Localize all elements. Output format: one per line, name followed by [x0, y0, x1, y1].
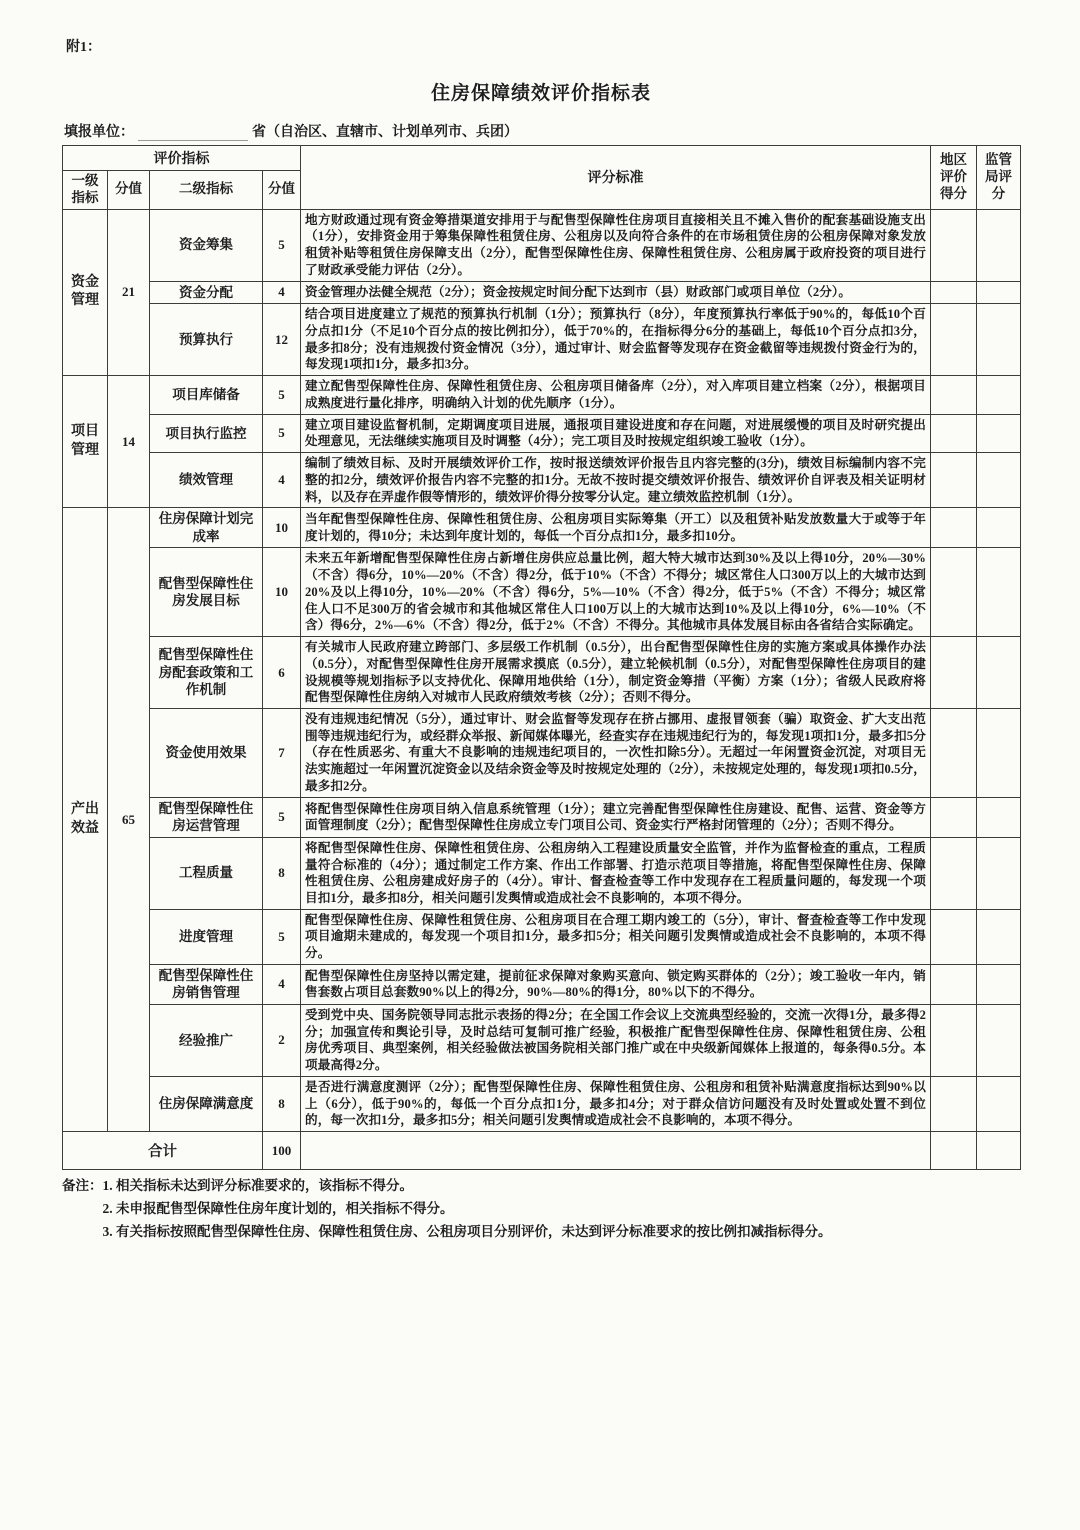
bureau-score-cell — [977, 797, 1021, 837]
criteria-cell: 配售型保障性住房坚持以需定建，提前征求保障对象购买意向、锁定购买群体的（2分）；竣工验收一年内，销售套数占项目总套数90%以上的得2分，90%—80%的得1分，80%以下的不得分。 — [301, 964, 931, 1004]
level2-indicator-cell: 资金筹集 — [150, 209, 263, 281]
table-row — [63, 1076, 1021, 1131]
level2-score-cell: 5 — [263, 909, 301, 964]
level2-score-cell: 2 — [263, 1005, 301, 1077]
total-row — [63, 1132, 1021, 1170]
header-level2-indicator: 二级指标 — [150, 171, 263, 210]
level1-score-cell: 65 — [108, 508, 150, 1132]
level2-indicator-cell: 项目执行监控 — [150, 414, 263, 452]
table-header-row-1 — [63, 146, 1021, 171]
level2-score-cell: 7 — [263, 709, 301, 798]
reporting-unit-label: 填报单位： — [64, 125, 134, 140]
evaluation-indicator-table — [62, 145, 1021, 1170]
bureau-score-cell — [977, 909, 1021, 964]
table-row — [63, 209, 1021, 281]
level2-score-cell: 12 — [263, 304, 301, 376]
bureau-score-cell — [977, 209, 1021, 281]
level2-indicator-cell: 配售型保障性住房配套政策和工作机制 — [150, 637, 263, 709]
criteria-cell: 未来五年新增配售型保障性住房占新增住房供应总量比例，超大特大城市达到30%及以上得10分，20%—30%（不含）得6分，10%—20%（不含）得2分，低于10%（不含）不得分；城区常住人口300万以上的大城市达到20%及以上得10分，10%—20%（不含）得6分，5%—10%（不含）得2分，低于5%（不含）不得分；城区常住人口不足300万的省会城市和其他城区常住人口100万以上的大城市达到10%及以上得10分，6%—10%（不含）得6分，2%—6%（不含）得2分，低于2%（不含）不得分。其他城市具体发展目标由各省结合实际确定。 — [301, 548, 931, 637]
bureau-score-cell — [977, 1076, 1021, 1131]
criteria-cell: 有关城市人民政府建立跨部门、多层级工作机制（0.5分），出台配售型保障性住房的实施方案或具体操作办法（0.5分），对配售型保障性住房开展需求摸底（0.5分），建立轮候机制（0.5分），对配售型保障性住房项目的建设规模等规划指标予以支持优化、保障用地供给（1分），制定资金筹措（平衡）方案（1分）；省级人民政府将配售型保障性住房纳入对城市人民政府绩效考核（2分）；否则不得分。 — [301, 637, 931, 709]
bureau-score-cell — [977, 414, 1021, 452]
region-score-cell — [931, 797, 977, 837]
region-score-cell — [931, 709, 977, 798]
header-level1-score: 分值 — [108, 171, 150, 210]
criteria-cell: 资金管理办法健全规范（2分）；资金按规定时间分配下达到市（县）财政部门或项目单位（2分）。 — [301, 281, 931, 304]
region-score-cell — [931, 548, 977, 637]
criteria-cell: 将配售型保障性住房、保障性租赁住房、公租房纳入工程建设质量安全监管，并作为监督检查的重点，工程质量符合标准的（4分）；通过制定工作方案、作出工作部署、打造示范项目等措施，将配售型保障性住房、保障性租赁住房、公租房建成好房子的（4分）。审计、督查检查等工作中发现存在工程质量问题的，每发现一个项目扣1分，最多扣8分，相关问题引发舆情或造成社会不良影响的，本项不得分。 — [301, 837, 931, 909]
table-row — [63, 837, 1021, 909]
level2-indicator-cell: 经验推广 — [150, 1005, 263, 1077]
table-row — [63, 548, 1021, 637]
level1-indicator-cell: 产出效益 — [63, 508, 108, 1132]
header-criteria: 评分标准 — [301, 146, 931, 210]
table-row — [63, 964, 1021, 1004]
level2-score-cell: 10 — [263, 508, 301, 548]
criteria-cell: 结合项目进度建立了规范的预算执行机制（1分）；预算执行（8分），年度预算执行率低于90%的，每低10个百分点扣1分（不足10个百分点的按比例扣分），低于70%的，在指标得分6分的基础上，每低10个百分点扣3分，最多扣8分；没有违规拨付资金情况（3分），通过审计、财会监督等发现存在资金截留等违规拨付资金行为的，每发现1项扣1分，最多扣3分。 — [301, 304, 931, 376]
level2-indicator-cell: 绩效管理 — [150, 453, 263, 508]
bureau-score-cell — [977, 709, 1021, 798]
reporting-unit-suffix: 省（自治区、直辖市、计划单列市、兵团） — [252, 125, 518, 140]
table-row — [63, 281, 1021, 304]
bureau-score-cell — [977, 281, 1021, 304]
region-score-cell — [931, 508, 977, 548]
bureau-score-cell — [977, 964, 1021, 1004]
header-level1-indicator: 一级指标 — [63, 171, 108, 210]
reporting-unit-line — [64, 121, 1020, 141]
criteria-cell: 建立项目建设监督机制，定期调度项目进展，通报项目建设进度和存在问题，对进展缓慢的项目及时研究提出处理意见，无法继续实施项目及时调整（4分）；完工项目及时按规定组织竣工验收（1分）。 — [301, 414, 931, 452]
header-region-score: 地区评价得分 — [931, 146, 977, 210]
level2-score-cell: 5 — [263, 376, 301, 414]
level2-score-cell: 4 — [263, 964, 301, 1004]
table-row — [63, 797, 1021, 837]
level2-score-cell: 5 — [263, 797, 301, 837]
level2-score-cell: 8 — [263, 1076, 301, 1131]
region-score-cell — [931, 637, 977, 709]
level2-indicator-cell: 配售型保障性住房运营管理 — [150, 797, 263, 837]
level2-indicator-cell: 资金使用效果 — [150, 709, 263, 798]
region-score-cell — [931, 453, 977, 508]
criteria-cell: 将配售型保障性住房项目纳入信息系统管理（1分）；建立完善配售型保障性住房建设、配售、运营、资金等方面管理制度（2分）；配售型保障性住房成立专门项目公司、资金实行严格封闭管理的（2分）；否则不得分。 — [301, 797, 931, 837]
level1-indicator-cell: 项目管理 — [63, 376, 108, 508]
criteria-cell: 配售型保障性住房、保障性租赁住房、公租房项目在合理工期内竣工的（5分），审计、督查检查等工作中发现项目逾期未建成的，每发现一个项目扣1分，最多扣5分；相关问题引发舆情或造成社会不良影响的，本项不得分。 — [301, 909, 931, 964]
region-score-cell — [931, 414, 977, 452]
level2-score-cell: 4 — [263, 453, 301, 508]
table-row — [63, 709, 1021, 798]
region-score-cell — [931, 304, 977, 376]
level2-score-cell: 5 — [263, 209, 301, 281]
level2-indicator-cell: 住房保障计划完成率 — [150, 508, 263, 548]
level2-indicator-cell: 项目库储备 — [150, 376, 263, 414]
notes-section — [62, 1176, 1020, 1245]
bureau-score-cell — [977, 1005, 1021, 1077]
level1-score-cell: 14 — [108, 376, 150, 508]
level2-indicator-cell: 配售型保障性住房发展目标 — [150, 548, 263, 637]
region-score-cell — [931, 281, 977, 304]
attachment-label: 附1： — [66, 40, 101, 55]
bureau-score-cell — [977, 837, 1021, 909]
region-score-cell — [931, 909, 977, 964]
table-row — [63, 304, 1021, 376]
level1-indicator-cell: 资金管理 — [63, 209, 108, 375]
bureau-score-cell — [977, 1132, 1021, 1170]
criteria-cell: 没有违规违纪情况（5分），通过审计、财会监督等发现存在挤占挪用、虚报冒领套（骗）取资金、扩大支出范围等违规违纪行为，或经群众举报、新闻媒体曝光，经查实存在违规违纪行为的，每发现1项扣1分，最多扣5分（存在性质恶劣、有重大不良影响的违规违纪项目的，一次性扣除5分）。无超过一年闲置资金沉淀，对项目无法实施超过一年闲置沉淀资金以及结余资金等及时按规定处理的（2分），未按规定处理的，每发现1项扣0.5分，最多扣2分。 — [301, 709, 931, 798]
criteria-cell: 建立配售型保障性住房、保障性租赁住房、公租房项目储备库（2分），对入库项目建立档案（2分），根据项目成熟度进行量化排序，明确纳入计划的优先顺序（1分）。 — [301, 376, 931, 414]
total-criteria-cell — [301, 1132, 931, 1170]
table-row — [63, 1005, 1021, 1077]
level2-indicator-cell: 进度管理 — [150, 909, 263, 964]
region-score-cell — [931, 837, 977, 909]
region-score-cell — [931, 1132, 977, 1170]
note-item: 1. 相关指标未达到评分标准要求的，该指标不得分。 — [102, 1178, 413, 1194]
notes-label: 备注： — [62, 1178, 103, 1194]
table-row — [63, 637, 1021, 709]
criteria-cell: 受到党中央、国务院领导同志批示表扬的得2分；在全国工作会议上交流典型经验的，交流一次得1分，最多得2分；加强宣传和舆论引导，及时总结可复制可推广经验，积极推广配售型保障性住房、保障性租赁住房、公租房优秀项目、典型案例，相关经验做法被国务院相关部门推广或在中央级新闻媒体上报道的，每条得0.5分。本项最高得2分。 — [301, 1005, 931, 1077]
level2-indicator-cell: 资金分配 — [150, 281, 263, 304]
table-row — [63, 508, 1021, 548]
level2-indicator-cell: 工程质量 — [150, 837, 263, 909]
level2-score-cell: 4 — [263, 281, 301, 304]
notes-list — [103, 1176, 832, 1245]
header-level2-score: 分值 — [263, 171, 301, 210]
header-eval-indicator: 评价指标 — [63, 146, 301, 171]
level2-score-cell: 6 — [263, 637, 301, 709]
table-row — [63, 909, 1021, 964]
region-score-cell — [931, 209, 977, 281]
page-title: 住房保障绩效评价指标表 — [430, 83, 651, 104]
criteria-cell: 地方财政通过现有资金筹措渠道安排用于与配售型保障性住房项目直接相关且不摊入售价的配套基础设施支出（1分），安排资金用于筹集保障性租赁住房、公租房以及向符合条件的在市场租赁住房的公租房保障对象发放租赁补贴等租赁住房保障支出（2分），配售型保障性住房、保障性租赁住房、公租房属于政府投资的项目进行了财政承受能力评估（2分）。 — [301, 209, 931, 281]
reporting-unit-blank-field — [138, 125, 248, 141]
bureau-score-cell — [977, 508, 1021, 548]
bureau-score-cell — [977, 376, 1021, 414]
bureau-score-cell — [977, 637, 1021, 709]
region-score-cell — [931, 1005, 977, 1077]
level2-indicator-cell: 配售型保障性住房销售管理 — [150, 964, 263, 1004]
region-score-cell — [931, 964, 977, 1004]
bureau-score-cell — [977, 548, 1021, 637]
criteria-cell: 是否进行满意度测评（2分）；配售型保障性住房、保障性租赁住房、公租房和租赁补贴满意度指标达到90%以上（6分），低于90%的，每低一个百分点扣1分，最多扣4分；对于群众信访问题没有及时处置或处置不到位的，每一次扣1分，最多扣5分；相关问题引发舆情或造成社会不良影响的，本项不得分。 — [301, 1076, 931, 1131]
table-row — [63, 414, 1021, 452]
level2-indicator-cell: 预算执行 — [150, 304, 263, 376]
bureau-score-cell — [977, 304, 1021, 376]
region-score-cell — [931, 1076, 977, 1131]
region-score-cell — [931, 376, 977, 414]
bureau-score-cell — [977, 453, 1021, 508]
note-item: 3. 有关指标按照配售型保障性住房、保障性租赁住房、公租房项目分别评价，未达到评分标准要求的按比例扣减指标得分。 — [102, 1224, 832, 1239]
level2-score-cell: 5 — [263, 414, 301, 452]
level2-score-cell: 8 — [263, 837, 301, 909]
criteria-cell: 编制了绩效目标、及时开展绩效评价工作，按时报送绩效评价报告且内容完整的(3分)，绩效目标编制内容不完整的扣2分，绩效评价报告内容不完整的扣1分。无故不按时提交绩效评价报告、绩效评价自评表及相关证明材料，以及存在弄虚作假等情形的，绩效评价得分按零分认定。建立绩效监控机制（1分）。 — [301, 453, 931, 508]
level2-indicator-cell: 住房保障满意度 — [150, 1076, 263, 1131]
note-item: 2. 未申报配售型保障性住房年度计划的，相关指标不得分。 — [102, 1201, 454, 1217]
criteria-cell: 当年配售型保障性住房、保障性租赁住房、公租房项目实际筹集（开工）以及租赁补贴发放数量大于或等于年度计划的，得10分；未达到年度计划的，每低一个百分点扣1分，最多扣10分。 — [301, 508, 931, 548]
header-bureau-score: 监管局评分 — [977, 146, 1021, 210]
table-row — [63, 376, 1021, 414]
level1-score-cell: 21 — [108, 209, 150, 375]
level2-score-cell: 10 — [263, 548, 301, 637]
table-row — [63, 453, 1021, 508]
total-label-cell: 合计 — [63, 1132, 263, 1170]
total-score-cell: 100 — [263, 1132, 301, 1170]
